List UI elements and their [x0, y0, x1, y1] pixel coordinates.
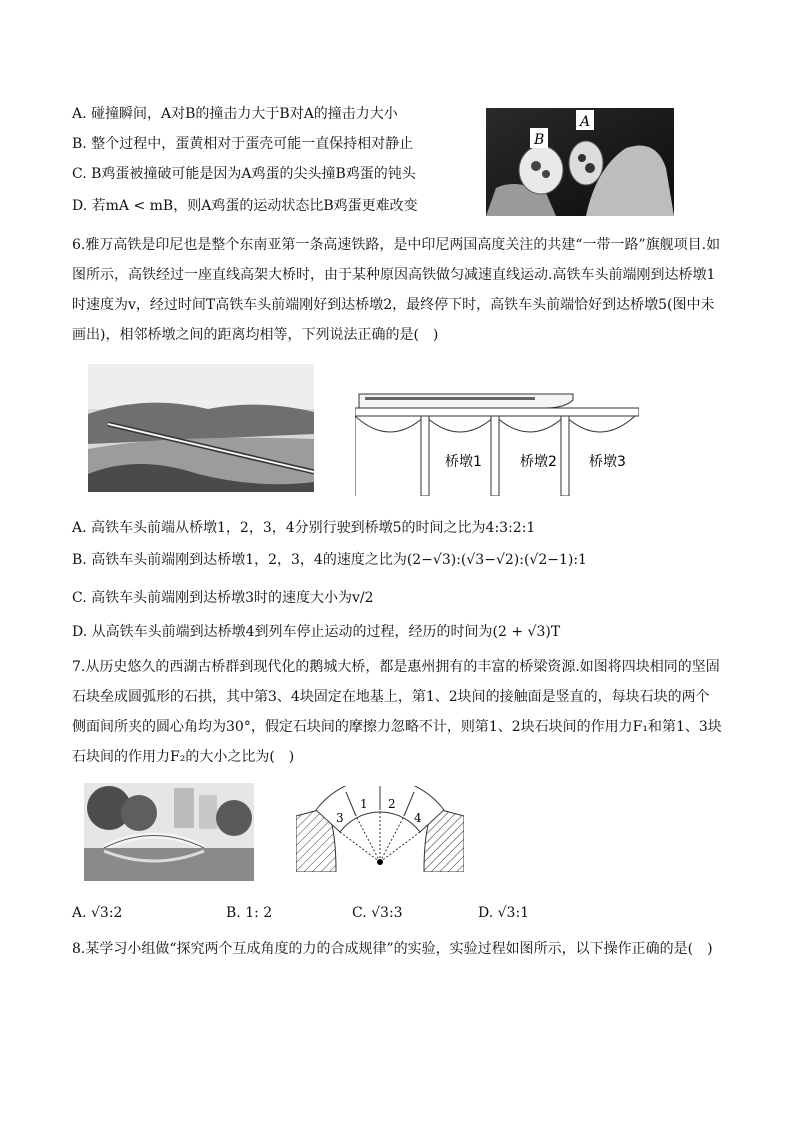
stone-arch-diagram: [296, 786, 464, 872]
q6-option-b: B. 高铁车头前端刚到达桥墩1，2，3，4的速度之比为(2−√3):(√3−√2):(√2−1):1: [72, 552, 587, 568]
q5-option-a: A. 碰撞瞬间，A对B的撞击力大于B对A的撞击力大小: [72, 106, 398, 122]
q5-option-d: D. 若mA < mB，则A鸡蛋的运动状态比B鸡蛋更难改变: [72, 198, 418, 214]
q8-stem: 8.某学习小组做“探究两个互成角度的力的合成规律”的实验，实验过程如图所示，以下操作正确的是( ): [72, 941, 713, 957]
stone-label-3: 3: [336, 811, 344, 825]
pier-label-2: 桥墩2: [520, 454, 557, 470]
q7-stem: 7.从历史悠久的西湖古桥群到现代化的鹅城大桥，都是惠州拥有的丰富的桥梁资源.如图将四块相同的坚固石块垒成圆弧形的石拱，其中第3、4块固定在地基上，第1、2块间的接触面是竖直的，每块石块的两个侧面间所夹的圆心角均为30°，假定石块间的摩擦力忽略不计，则第1、2块石块间的作用力F₁和第1、3块石块间的作用力F₂的大小之比为( ): [72, 659, 722, 765]
egg-collision-photo: [486, 108, 674, 216]
q6-stem: 6.雅万高铁是印尼也是整个东南亚第一条高速铁路，是中印尼两国高度关注的共建“一带一路”旗舰项目.如图所示，高铁经过一座直线高架大桥时，由于某种原因高铁做匀减速直线运动.高铁车头前端刚到达桥墩1时速度为v，经过时间T高铁车头前端刚好到达桥墩2，最终停下时，高铁车头前端恰好到达桥墩5(图中未画出)，相邻桥墩之间的距离均相等，下列说法正确的是( ): [72, 237, 721, 343]
arch-bridge-photo: [84, 783, 254, 881]
bridge-pier-diagram: [355, 388, 639, 496]
stone-label-4: 4: [414, 811, 422, 825]
egg-label-a: A: [580, 114, 591, 130]
q7-option-a: A. √3:2: [72, 905, 123, 921]
q6-option-a: A. 高铁车头前端从桥墩1，2，3，4分别行驶到桥墩5的时间之比为4:3:2:1: [72, 520, 536, 536]
q6-option-c: C. 高铁车头前端刚到达桥墩3时的速度大小为v/2: [72, 590, 374, 606]
q7-option-b: B. 1: 2: [226, 905, 273, 921]
arc-center-dot: [377, 859, 383, 865]
q7-option-c: C. √3:3: [352, 905, 403, 921]
pier-label-3: 桥墩3: [589, 454, 626, 470]
egg-label-b: B: [534, 132, 545, 148]
q5-option-b: B. 整个过程中，蛋黄相对于蛋壳可能一直保持相对静止: [72, 136, 414, 152]
bridge-photo: [88, 364, 314, 492]
q6-option-d: D. 从高铁车头前端到达桥墩4到列车停止运动的过程，经历的时间为(2 + √3)T: [72, 624, 561, 640]
q7-option-d: D. √3:1: [478, 905, 530, 921]
train-icon: [359, 394, 573, 408]
pier-label-1: 桥墩1: [445, 454, 482, 470]
stone-label-1: 1: [360, 797, 368, 811]
stone-label-2: 2: [388, 797, 396, 811]
q5-option-c: C. B鸡蛋被撞破可能是因为A鸡蛋的尖头撞B鸡蛋的钝头: [72, 166, 416, 182]
